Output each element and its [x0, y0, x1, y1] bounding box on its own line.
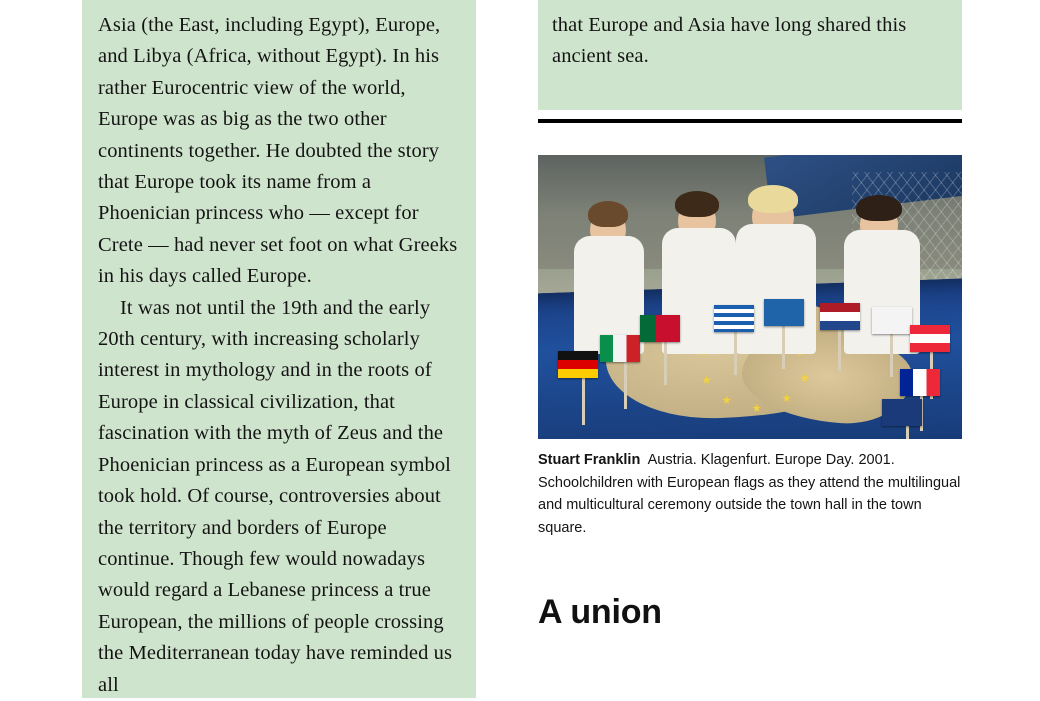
right-column [538, 0, 962, 631]
photo-child-body-3 [736, 224, 816, 354]
photo-flag-france [900, 369, 940, 396]
photograph [538, 155, 962, 439]
photo-flag-sweden [764, 299, 804, 326]
body-text-block [98, 10, 460, 701]
section-heading: A union [538, 593, 662, 631]
photo-flag-finland [872, 307, 912, 334]
caption-author: Stuart Franklin [538, 452, 641, 468]
continuation-text-block [538, 0, 962, 110]
photo-flag-greece [714, 305, 754, 332]
photo-child-hair-1 [588, 201, 628, 227]
photo-caption [538, 449, 962, 539]
left-text-column [82, 0, 476, 698]
paragraph-2: It was not until the 19th and the early 20th century, with increasing scholarly interest in mythology and in the roots of Europe in classical civilization, that fascination with the myth of Zeus and the Phoenician princess as a European symbol took hold. Of course, controversies about the territory and borders of Europe continue. Though few would nowadays would regard a Lebanese princess a true European, the millions of people crossing the Mediterranean today have reminded us all [98, 296, 453, 696]
photo-flag-germany [558, 351, 598, 378]
horizontal-rule [538, 119, 962, 123]
photo-flag-netherlands [820, 303, 860, 330]
photo-flag-united-kingdom [882, 399, 922, 426]
photo-child-body-4 [844, 230, 920, 354]
photo-flag-italy [600, 335, 640, 362]
photo-child-hair-4 [856, 195, 902, 221]
caption-text: Austria. Klagenfurt. Europe Day. 2001. Schoolchildren with European flags as they attend the multilingual and multicultural ceremony outside the town hall in the town square. [538, 452, 961, 536]
continuation-text: that Europe and Asia have long shared this ancient sea. [552, 14, 907, 68]
photo-flag-portugal [640, 315, 680, 342]
photo-child-hair-2 [675, 191, 719, 217]
photo-child-hair-3 [748, 185, 798, 213]
paragraph-1: Asia (the East, including Egypt), Europe, and Libya (Africa, without Egypt). In his rather Eurocentric view of the world, Europe was as big as the two other continents together. He doubted the story that Europe took its name from a Phoenician princess who — except for Crete — had never set foot on what Greeks in his days called Europe. [98, 14, 458, 288]
photo-flag-austria [910, 325, 950, 352]
photo-figure [538, 155, 962, 539]
